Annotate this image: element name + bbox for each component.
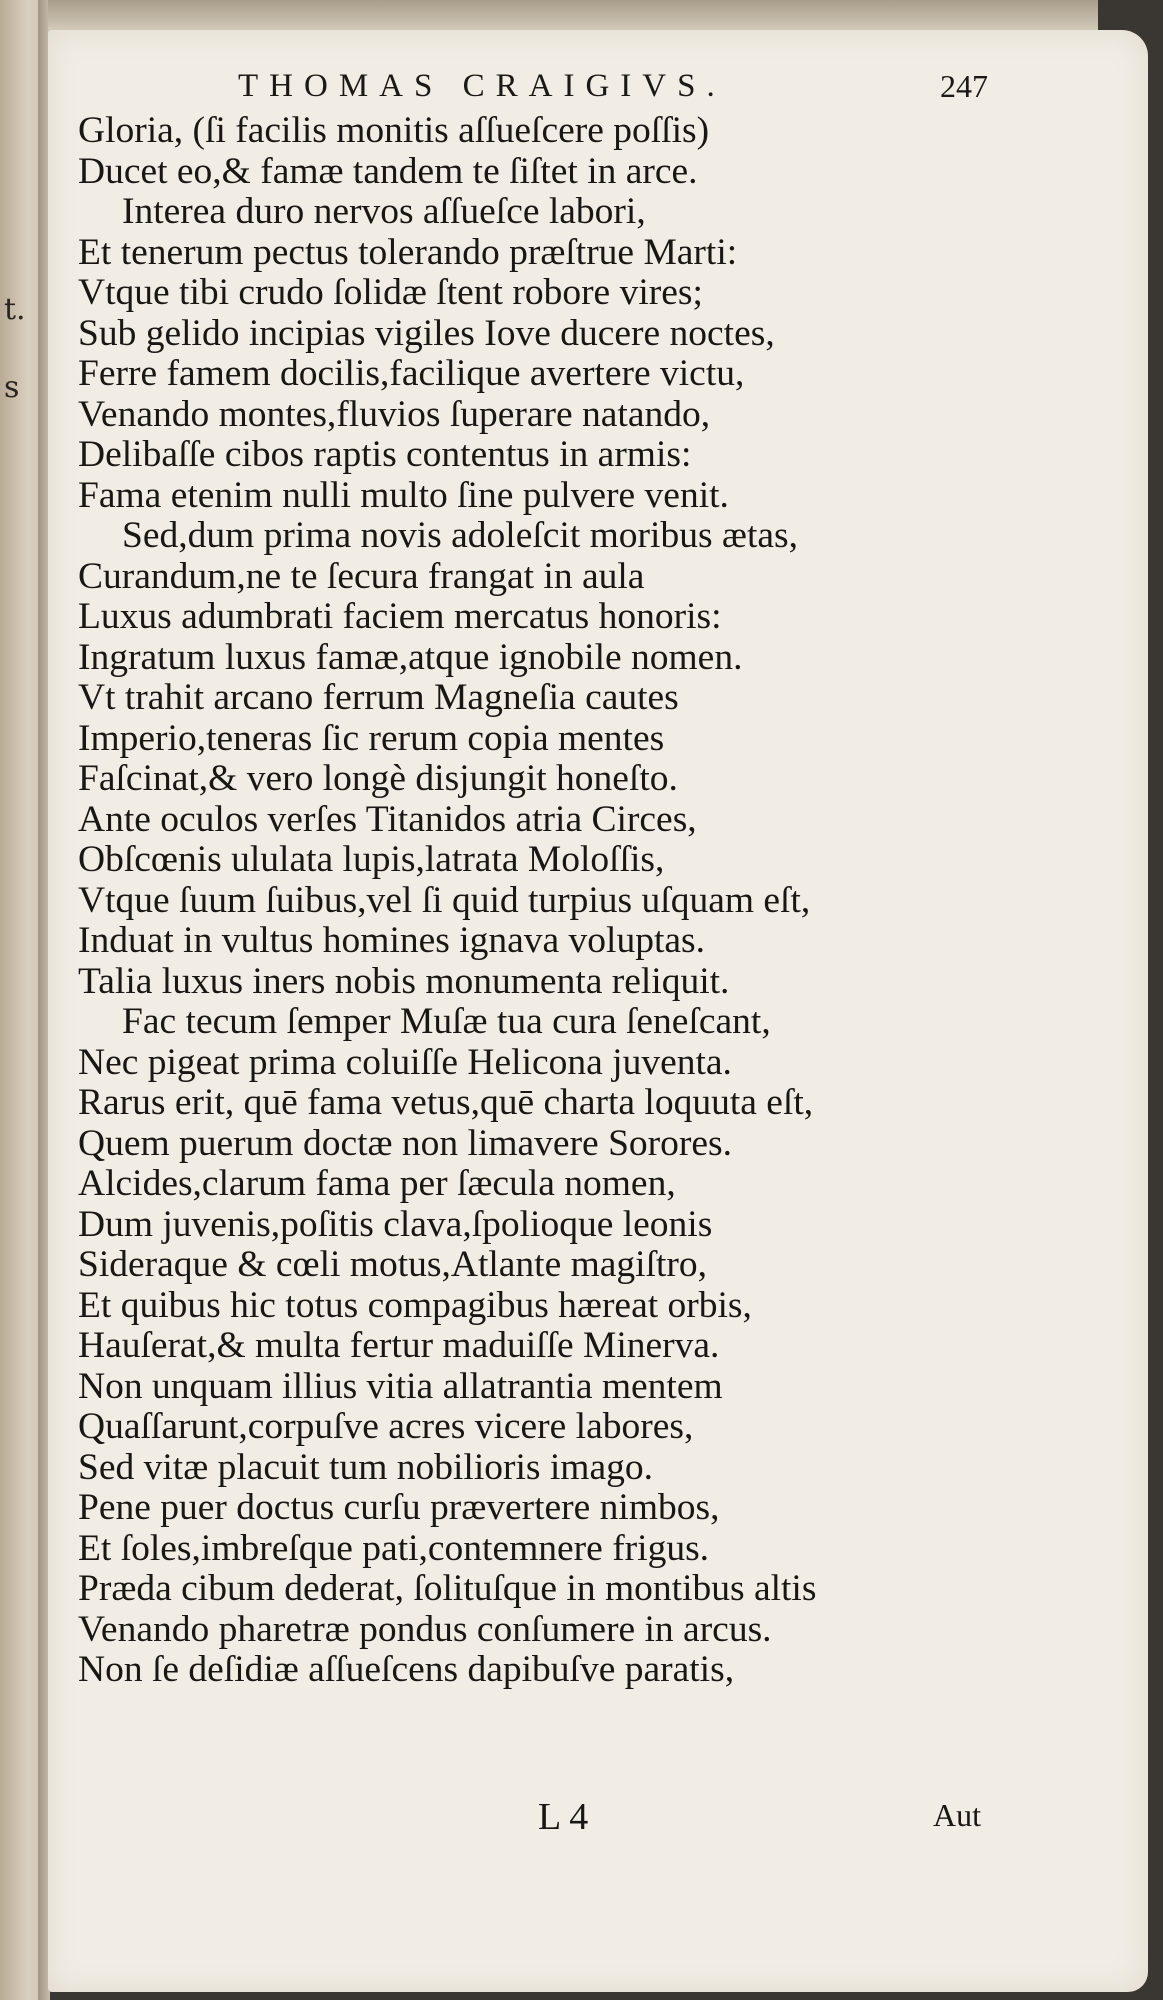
verse-line: Quaſſarunt,corpuſve acres vicere labores, [78,1406,694,1447]
verse-line: Induat in vultus homines ignava voluptas. [78,920,706,961]
verse-line: Quem puerum doctæ non limavere Sorores. [78,1122,733,1164]
verse-line: Vtque ſuum ſuibus,vel ſi quid turpius uſquam eſt, [78,879,811,921]
page-number: 247 [940,68,988,104]
verse-line: Venando montes,fluvios ſuperare natando, [78,393,711,435]
page-footer [48,1795,1148,1845]
verse-line: Ingratum luxus famæ,atque ignobile nomen. [78,636,743,678]
verse-line: Curandum,ne te ſecura frangat in aula [78,555,645,597]
verse-line: Pene puer doctus curſu prævertere nimbos, [78,1487,720,1528]
poem-text [78,111,1118,1691]
verse-line: Ducet eo,& famæ tandem te ſiſtet in arce. [78,150,698,192]
verse-line: Sed,dum prima novis adoleſcit moribus ætas, [122,515,798,556]
verse-line: Non unquam illius vitia allatrantia mentem [78,1365,723,1407]
verse-line: Fama etenim nulli multo ſine pulvere venit. [78,474,729,516]
verse-line: Et quibus hic totus compagibus hæreat orbis, [78,1284,752,1326]
verse-line: Obſcœnis ululata lupis,latrata Moloſſis, [78,839,665,880]
prev-page-fragment: s [4,370,20,405]
verse-line: Et tenerum pectus tolerando præſtrue Marti: [78,231,738,273]
running-title: THOMAS CRAIGIVS. [238,68,726,104]
verse-line: Et ſoles,imbreſque pati,contemnere frigus. [78,1527,710,1569]
verse-line: Delibaſſe cibos raptis contentus in armis: [78,434,692,475]
verse-line: Faſcinat,& vero longè disjungit honeſto. [78,758,678,799]
verse-line: Ferre famem docilis,facilique avertere victu, [78,353,745,394]
verse-line: Nec pigeat prima coluiſſe Helicona juventa. [78,1041,732,1083]
verse-line: Sub gelido incipias vigiles Iove ducere noctes, [78,312,775,354]
verse-line: Venando pharetræ pondus conſumere in arcus. [78,1608,772,1650]
catchword: Aut [933,1797,981,1833]
verse-line: Vtque tibi crudo ſolidæ ſtent robore vires; [78,272,703,313]
verse-line: Sed vitæ placuit tum nobilioris imago. [78,1446,653,1488]
verse-line: Præda cibum dederat, ſolituſque in montibus altis [78,1568,817,1609]
verse-line: Imperio,teneras ſic rerum copia mentes [78,717,665,759]
verse-line: Hauſerat,& multa fertur maduiſſe Minerva. [78,1325,720,1366]
verse-line: Talia luxus iners nobis monumenta reliquit. [78,960,730,1002]
page-top-edge [48,0,1098,34]
verse-line: Alcides,clarum fama per ſæcula nomen, [78,1163,676,1204]
verse-line: Interea duro nervos aſſueſce labori, [122,191,646,232]
verse-line: Sideraque & cœli motus,Atlante magiſtro, [78,1244,708,1285]
verse-line: Dum juvenis,poſitis clava,ſpolioque leonis [78,1203,713,1245]
verse-line: Gloria, (ſi facilis monitis aſſueſcere poſſis) [78,110,710,151]
verse-line: Non ſe deſidiæ aſſueſcens dapibuſve paratis, [78,1649,735,1690]
page-header [185,60,1085,110]
verse-line: Luxus adumbrati faciem mercatus honoris: [78,596,722,637]
verse-line: Fac tecum ſemper Muſæ tua cura ſeneſcant, [122,1001,771,1042]
prev-page-fragment: t. [4,292,26,327]
verse-line: Rarus erit, quē fama vetus,quē charta loquuta eſt, [78,1082,814,1123]
verse-line: Vt trahit arcano ferrum Magneſia cautes [78,677,679,718]
signature-mark: L 4 [538,1796,589,1838]
verse-line: Ante oculos verſes Titanidos atria Circes, [78,798,697,840]
